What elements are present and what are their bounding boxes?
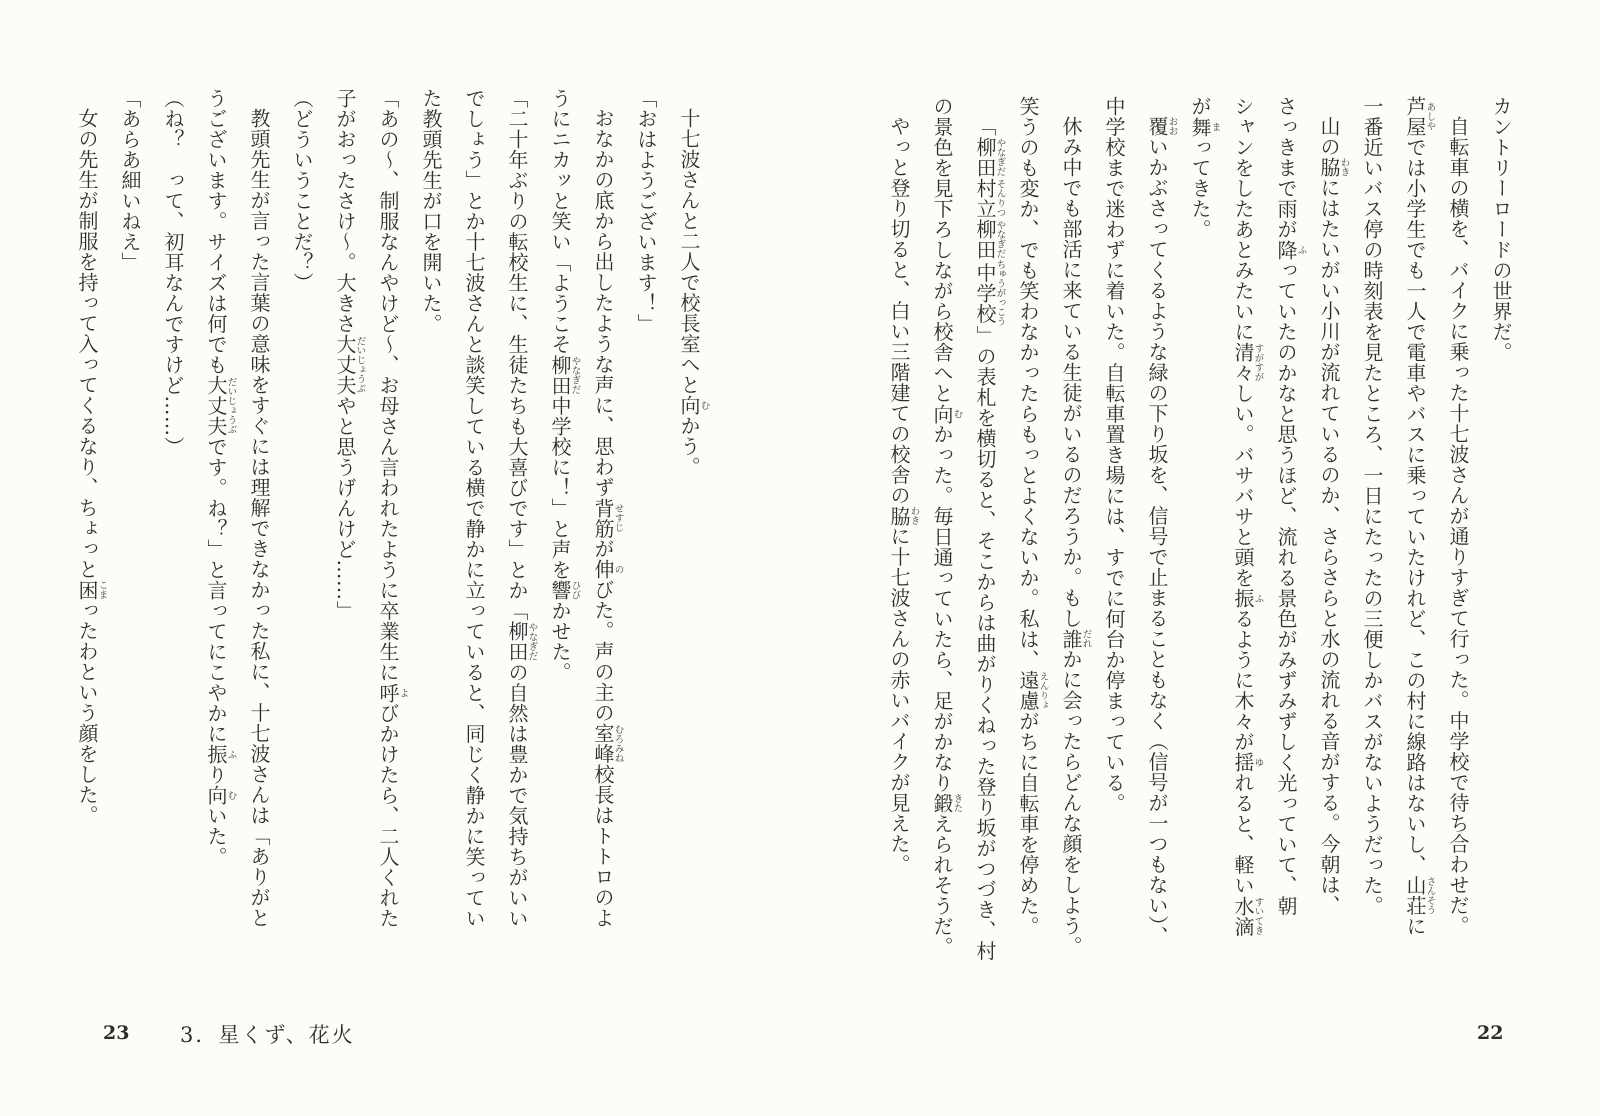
page-22-column-5: 山の脇わきにはたいがい小川が流れているのか、さらさらと水の流れる音がする。今朝は、 [1317, 116, 1350, 916]
furigana-annotated-text: 振ふ [1231, 588, 1264, 609]
page-22-column-3: 芦屋あしやでは小学生でも一人で電車やバスに乗っていたけれど、この村に線路はないし、山荘さんそうに [1403, 96, 1436, 937]
page-23-column-15: 女の先生が制服を持って入ってくるなり、ちょっと困こまったわという顔をした。 [75, 108, 108, 826]
page-22-column-10: 中学校まで迷わずに着いた。自転車置き場には、すでに何台か停まっている。 [1102, 96, 1126, 814]
furigana-annotated-text: 背筋せすじ [591, 497, 624, 539]
furigana-annotated-text: 向む [677, 395, 710, 416]
furigana-annotated-text: 響ひび [548, 580, 581, 601]
furigana-annotated-text: 向む [930, 403, 963, 424]
furigana-annotated-text: 山荘さんそう [1403, 875, 1436, 916]
furigana-annotated-text: 覆おお [1145, 116, 1178, 137]
page-23-column-1: 十七波さんと二人で校長室へと向むかう。 [677, 108, 710, 477]
furigana-annotated-text: 大丈夫だいじょうぶ [204, 375, 237, 437]
furigana-annotated-text: 舞ま [1188, 116, 1221, 137]
page-23-column-2: 「おはようございます！」 [634, 88, 658, 334]
page-23-text-block [65, 88, 710, 986]
furigana-annotated-text: 降ふ [1274, 239, 1307, 260]
furigana-annotated-text: 揺ゆ [1231, 752, 1264, 773]
page-23-column-8: 「あの〜、制服なんやけど〜、お母さん言われたように卒業生に呼よびかけたら、二人くれた [376, 88, 409, 929]
furigana-annotated-text: 水滴すいてき [1231, 895, 1264, 937]
furigana-annotated-text: 遠慮えんりょ [1016, 670, 1049, 711]
furigana-annotated-text: 脇わき [1317, 157, 1350, 178]
page-22-column-8: が舞まってきた。 [1188, 96, 1221, 240]
page-23-column-11: 教頭先生が言った言葉の意味をすぐには理解できなかった私に、十七波さんは「ありがと [247, 108, 271, 928]
page-22-column-4: 一番近いバス停の時刻表を見たところ、一日にたったの三便しかバスがないようだった。 [1360, 96, 1384, 916]
furigana-annotated-text: 向む [204, 785, 237, 806]
chapter-title: 3．星くず、花火 [180, 1023, 355, 1047]
page-23-column-14: 「あらあ細いねえ」 [118, 88, 142, 273]
furigana-annotated-text: 柳田やなぎだ [505, 621, 538, 662]
furigana-annotated-text: 柳田やなぎだ [973, 136, 1006, 178]
page-23-column-13: （ね？ って、初耳なんですけど……） [161, 88, 185, 457]
furigana-annotated-text: 困こま [75, 579, 108, 600]
page-23-column-6: でしょう」とか十七波さんと談笑している横で静かに立っていると、同じく静かに笑ってい [462, 88, 486, 929]
page-22-column-14: の景色を見下ろしながら校舎へと向むかった。毎日通っていたら、足がかなり鍛きたえられそうだ。 [930, 96, 963, 957]
furigana-annotated-text: 柳田やなぎだ [548, 354, 581, 396]
page-22-column-2: 自転車の横を、バイクに乗った十七波さんが通りすぎて行った。中学校で待ち合わせだ。 [1446, 116, 1470, 936]
furigana-annotated-text: 誰だれ [1059, 628, 1092, 649]
furigana-annotated-text: 脇わき [887, 505, 920, 526]
page-23-column-5: 「二十年ぶりの転校生に、生徒たちも大喜びです」とか「柳田やなぎだの自然は豊かで気持ちがいい [505, 88, 538, 929]
page-number-22: 22 [1477, 1022, 1504, 1044]
furigana-annotated-text: 呼よ [376, 682, 409, 703]
page-23-column-9: 子がおったさけ〜。大きさ大丈夫だいじょうぶやと思うげんけど……」 [333, 88, 366, 621]
page-23-column-4: うにニカッと笑い「ようこそ柳田やなぎだ中学校に！」と声を響ひびかせた。 [548, 88, 581, 683]
page-22-column-7: シャンをしたあとみたいに清々すがすがしい。バサバサと頭を振ふるように木々が揺ゆれると、軽い水滴すいてき [1231, 96, 1264, 937]
page-22-column-12: 笑うのも変か、でも笑わなかったらもっとよくないか。私は、遠慮えんりょがちに自転車を停めた。 [1016, 96, 1049, 937]
page-22-column-6: さっきまで雨が降ふっていたのかなと思うほど、流れる景色がみずみずしく光っていて、朝 [1274, 96, 1307, 916]
page-23-column-10: （どういうことだ？） [290, 88, 314, 293]
furigana-annotated-text: 振ふ [204, 744, 237, 765]
page-23-column-7: た教頭先生が口を開いた。 [419, 88, 443, 334]
furigana-annotated-text: 芦屋あしや [1403, 96, 1436, 137]
page-22-column-13: 「柳田やなぎだ村立そんりつ柳田やなぎだ中学校ちゅうがっこう」の表札を横切ると、そこからは曲がりくねった登り坂がつづき、村 [973, 116, 1006, 961]
furigana-annotated-text: 村立そんりつ [973, 177, 1006, 219]
furigana-annotated-text: 柳田やなぎだ [973, 218, 1006, 260]
furigana-annotated-text: 室峰むろみね [591, 723, 624, 764]
page-22-column-15: やっと登り切ると、白い三階建ての校舎の脇わきに十七波さんの赤いバイクが見えた。 [887, 116, 920, 875]
furigana-annotated-text: 伸の [591, 559, 624, 580]
page-22-text-block [877, 96, 1522, 986]
page-22-column-9: 覆おおいかぶさってくるような緑の下り坂を、信号で止まることもなく（信号が一つもない）、 [1145, 116, 1178, 947]
furigana-annotated-text: 清々すがすが [1231, 342, 1264, 383]
furigana-annotated-text: 大丈夫だいじょうぶ [333, 334, 366, 396]
page-number-23: 23 [103, 1022, 130, 1044]
furigana-annotated-text: 鍛きた [930, 793, 963, 814]
page-23-column-12: うございます。サイズは何でも大丈夫だいじょうぶです。ね？」と言ってにこやかに振ふり向むいた。 [204, 88, 237, 867]
furigana-annotated-text: 中学校ちゅうがっこう [973, 259, 1006, 326]
page-23-column-3: おなかの底から出したような声に、思わず背筋せすじが伸のびた。声の主の室峰むろみね校長はトトロのよ [591, 108, 624, 928]
page-22-column-1: カントリーロードの世界だ。 [1489, 96, 1513, 363]
page-22-column-11: 休み中でも部活に来ている生徒がいるのだろうか。もし誰だれかに会ったらどんな顔をしよう。 [1059, 116, 1092, 957]
